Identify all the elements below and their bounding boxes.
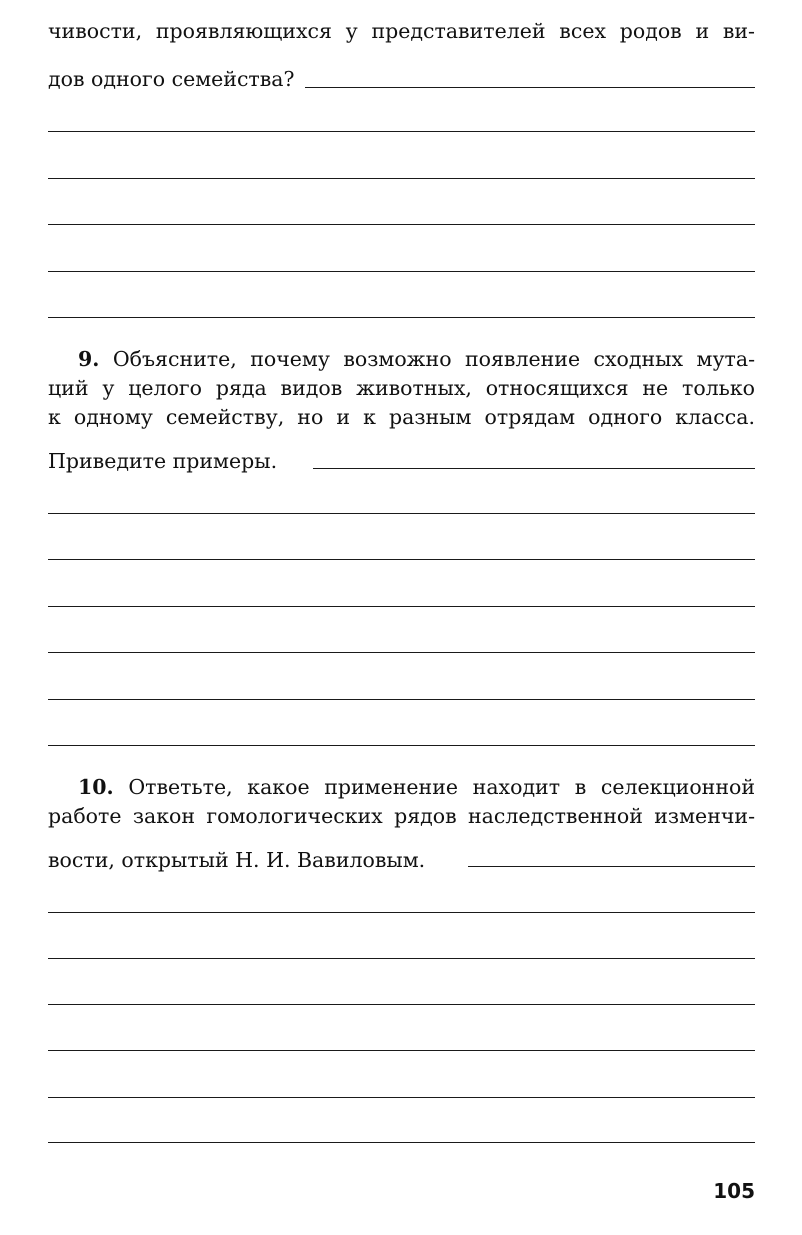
q9-answer-line[interactable] [48, 559, 755, 560]
q10-answer-line[interactable] [48, 912, 755, 913]
q9-line-1-text: Объясните, почему возможно появление сходных мута- [99, 347, 755, 371]
q8-answer-line[interactable] [48, 131, 755, 132]
q10-number: 10. [78, 775, 114, 799]
q8-text-line-1: чивости, проявляющихся у представителей всех родов и ви- [48, 19, 755, 43]
q9-text-line-1 [48, 344, 755, 374]
q9-answer-line[interactable] [48, 606, 755, 607]
q10-answer-line[interactable] [468, 866, 755, 867]
q10-text-line-3: вости, открытый Н. И. Вавиловым. [48, 848, 426, 872]
q9-text-line-3: к одному семейству, но и к разным отрядам одного класса. [48, 405, 755, 429]
q8-text-line-2: дов одного семейства? [48, 67, 295, 91]
q10-text-line-2: работе закон гомологических рядов наследственной изменчи- [48, 804, 755, 828]
q9-answer-line[interactable] [48, 745, 755, 746]
q8-answer-line[interactable] [305, 87, 755, 88]
q10-answer-line[interactable] [48, 1004, 755, 1005]
page-number: 105 [713, 1179, 755, 1203]
q9-answer-line[interactable] [48, 652, 755, 653]
q8-answer-line[interactable] [48, 271, 755, 272]
q10-answer-line[interactable] [48, 1097, 755, 1098]
q10-answer-line[interactable] [48, 958, 755, 959]
q10-answer-line[interactable] [48, 1142, 755, 1143]
q9-number: 9. [78, 347, 100, 371]
q10-answer-line[interactable] [48, 1050, 755, 1051]
q9-text-line-4: Приведите примеры. [48, 449, 278, 473]
q9-text-line-2: ций у целого ряда видов животных, относящихся не только [48, 376, 755, 400]
q8-answer-line[interactable] [48, 317, 755, 318]
q8-answer-line[interactable] [48, 178, 755, 179]
q9-answer-line[interactable] [48, 513, 755, 514]
q10-line-1-text: Ответьте, какое применение находит в селекционной [113, 775, 755, 799]
q9-answer-line[interactable] [313, 468, 755, 469]
q10-text-line-1 [48, 772, 755, 802]
q8-answer-line[interactable] [48, 224, 755, 225]
q9-answer-line[interactable] [48, 699, 755, 700]
